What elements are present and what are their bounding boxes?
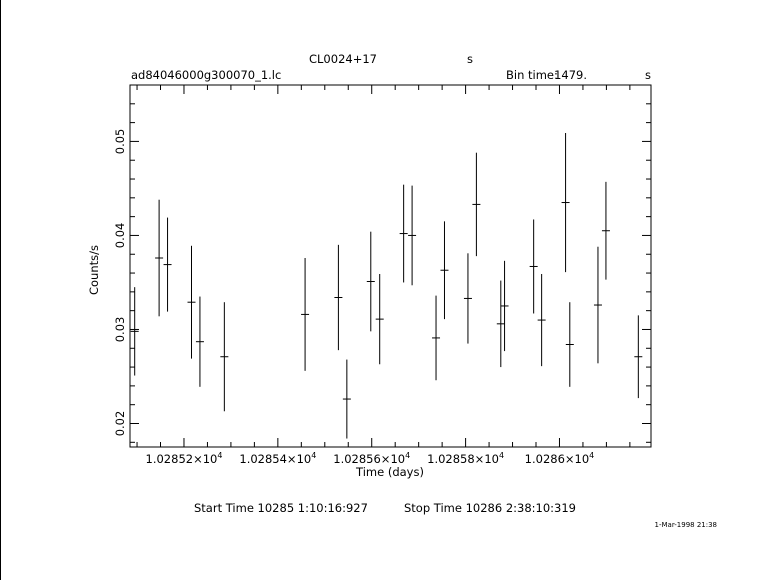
y-tick-label: 0.04 (113, 222, 127, 249)
y-axis-label: Counts/s (87, 244, 101, 296)
data-point (196, 297, 204, 387)
x-tick-label: $1.0286\times 10^4$ (524, 451, 595, 466)
data-point (594, 247, 602, 364)
data-point (376, 274, 384, 364)
y-axis-ticks (113, 85, 651, 442)
data-point (566, 302, 574, 387)
data-point (440, 221, 448, 319)
x-axis-ticks (137, 85, 630, 466)
data-point (464, 253, 472, 343)
bin-time-label: Bin time: (506, 68, 558, 82)
y-tick-label: 0.03 (113, 316, 127, 343)
bin-time-unit: s (645, 68, 651, 82)
date-stamp: 1-Mar-1998 21:38 (654, 521, 717, 529)
data-point (501, 261, 509, 351)
x-tick-label: $1.02854\times 10^4$ (239, 451, 317, 466)
data-point (538, 274, 546, 366)
data-point (497, 281, 505, 368)
data-points (131, 133, 643, 439)
x-tick-label: $1.02852\times 10^4$ (145, 451, 223, 466)
x-tick-label: $1.02856\times 10^4$ (333, 451, 411, 466)
data-point (220, 302, 228, 411)
x-tick-label: $1.02858\times 10^4$ (427, 451, 505, 466)
data-point (187, 246, 195, 359)
chart-title: CL0024+17 (309, 52, 377, 66)
data-point (155, 200, 163, 317)
plot-frame (130, 85, 651, 447)
data-point (343, 360, 351, 439)
start-time: Start Time 10285 1:10:16:927 (194, 501, 368, 515)
data-point (334, 245, 342, 350)
x-axis-label: Time (days) (356, 465, 424, 479)
bin-time-value: 1479. (554, 68, 587, 82)
y-tick-label: 0.02 (113, 410, 127, 437)
data-point (408, 186, 416, 286)
data-point (301, 258, 309, 371)
file-name-label: ad84046000g300070_1.lc (131, 68, 282, 82)
data-point (432, 296, 440, 381)
data-point (602, 182, 610, 280)
data-point (164, 218, 172, 312)
chart-title-unit: s (467, 52, 473, 66)
data-point (131, 287, 139, 375)
data-point (472, 153, 480, 256)
data-point (562, 133, 570, 272)
data-point (367, 232, 375, 332)
stop-time: Stop Time 10286 2:38:10:319 (404, 501, 576, 515)
y-tick-label: 0.05 (113, 128, 127, 155)
data-point (634, 315, 642, 398)
data-point (530, 219, 538, 313)
data-point (400, 185, 408, 283)
